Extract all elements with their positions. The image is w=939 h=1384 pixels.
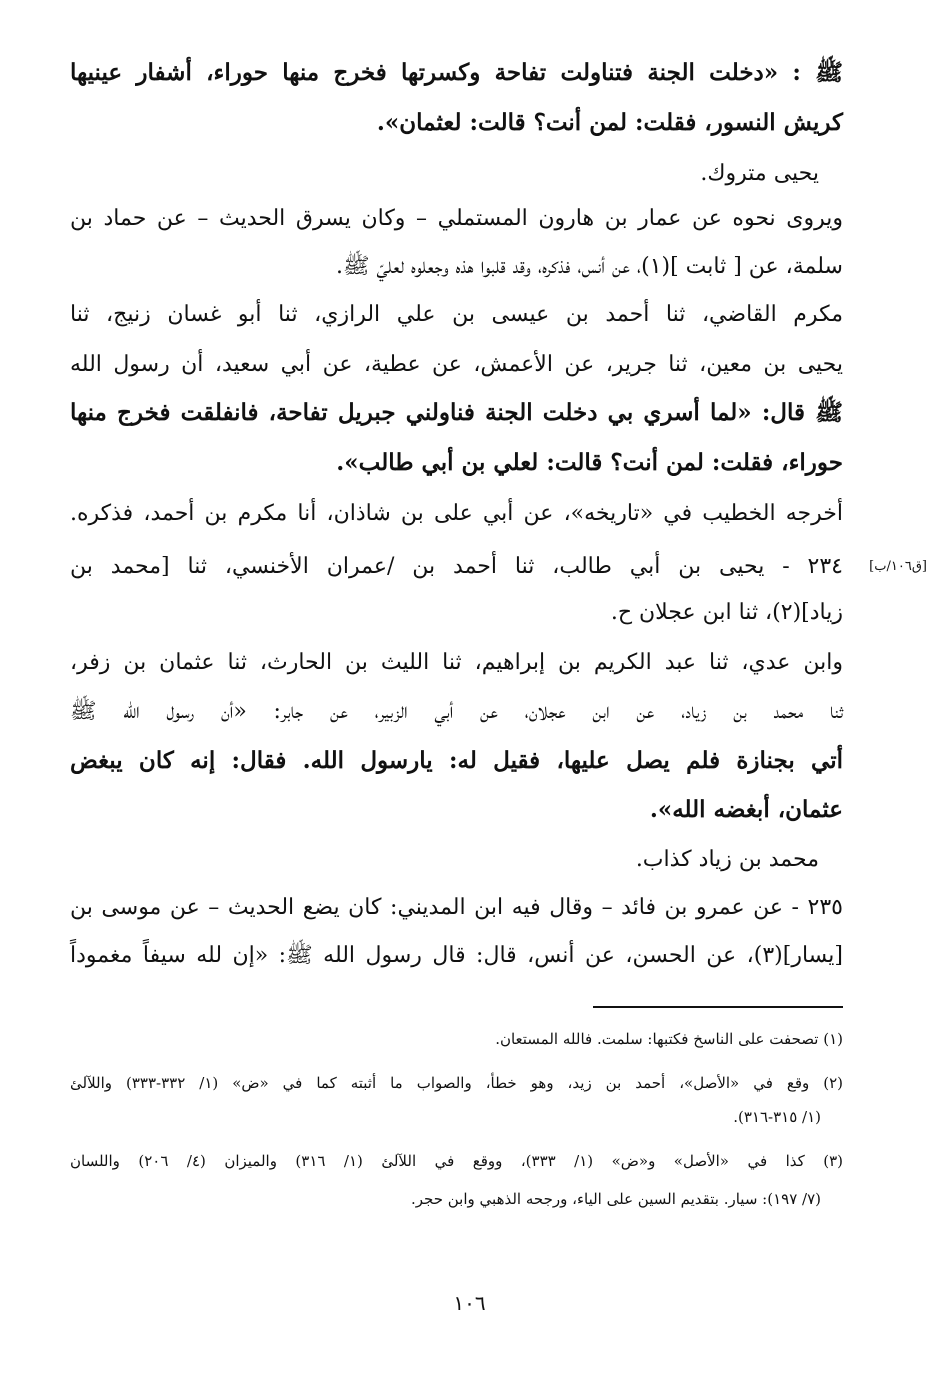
text-line: أتي بجنازة فلم يصل عليها، فقيل له: يارسول الله. فقال: إنه كان يبغض: [70, 747, 843, 774]
text-line: [يسار](٣)، عن الحسن، عن أنس، قال: قال رسول الله ﷺ: «إن لله سيفاً مغموداً: [70, 943, 843, 968]
text-line: ثنا محمد بن زياد، عن ابن عجلان، عن أبي الزبير، عن جابر: «أن رسول الله ﷺ: [70, 699, 843, 724]
text-line: مكرم القاضي، ثنا أحمد بن عيسى بن علي الرازي، ثنا أبو غسان زنيج، ثنا: [70, 302, 843, 327]
entry-235-line: ٢٣٥ - عن عمرو بن فائد – وقال فيه ابن المديني: كان يضع الحديث – عن موسى بن: [70, 895, 843, 920]
footnote-3-continuation: (٧/ ١٩٧): سيار. بتقديم السين على الياء، ورجحه الذهبي وابن حجر.: [411, 1190, 821, 1208]
footnote-2: (٢) وقع في «الأصل»، أحمد بن زيد، وهو خطأ، والصواب ما أثبته كما في «ض» (١/ ٣٣٢-٣٣٣) واللآلئ: [70, 1074, 844, 1092]
entry-234-line: ٢٣٤ - يحيى بن أبي طالب، ثنا أحمد بن /عمران الأخنسي، ثنا [محمد بن: [70, 554, 843, 579]
text-line: أخرجه الخطيب في «تاريخه»، عن أبي على بن شاذان، أنا مكرم بن أحمد، فذكره.: [70, 501, 843, 526]
text-line: كريش النسور، فقلت: لمن أنت؟ قالت: لعثمان».: [376, 109, 843, 136]
text-line: يحيى متروك.: [700, 161, 819, 186]
text-line: ﷺ قال: «لما أسري بي دخلت الجنة فناولني جبريل تفاحة، فانفلقت فخرج منها: [70, 399, 843, 426]
footnote-3: (٣) كذا في «الأصل» و«ض» (١/ ٣٣٣)، ووقع في اللآلئ (١/ ٣١٦) والميزان (٤/ ٢٠٦) واللسان: [70, 1152, 844, 1170]
footnote-2-continuation: (١/ ٣١٥-٣١٦).: [733, 1108, 821, 1126]
page-number: ١٠٦: [453, 1291, 486, 1315]
text-line: ﷺ : «دخلت الجنة فتناولت تفاحة وكسرتها فخرج منها حوراء، أشفار عينيها: [70, 59, 843, 86]
text-line: محمد بن زياد كذاب.: [635, 847, 819, 872]
text-line: يحيى بن معين، ثنا جرير، عن الأعمش، عن عطية، عن أبي سعيد، أن رسول الله: [70, 352, 843, 377]
text-line: حوراء، فقلت: لمن أنت؟ قالت: لعلي بن أبي طالب».: [336, 449, 843, 476]
text-line: عثمان، أبغضه الله».: [649, 796, 843, 823]
text-line: وابن عدي، ثنا عبد الكريم بن إبراهيم، ثنا الليث بن الحارث، ثنا عثمان بن زفر،: [70, 650, 843, 675]
text-line: ويروى نحوه عن عمار بن هارون المستملي – وكان يسرق الحديث – عن حماد بن: [70, 206, 843, 231]
footnote-separator: [593, 1006, 843, 1008]
text-line: سلمة، عن [ ثابت ](١)، عن أنس، فذكره، وقد قلبوا هذه وجعلوه لعليّ ﷺ.: [335, 254, 843, 279]
footnote-1: (١) تصحفت على الناسخ فكتبها: سلمت. فالله المستعان.: [495, 1030, 843, 1048]
text-line: زياد](٢)، ثنا ابن عجلان ح.: [610, 600, 843, 625]
manuscript-folio-marker: [ق١٠٦/ب]: [869, 559, 927, 574]
